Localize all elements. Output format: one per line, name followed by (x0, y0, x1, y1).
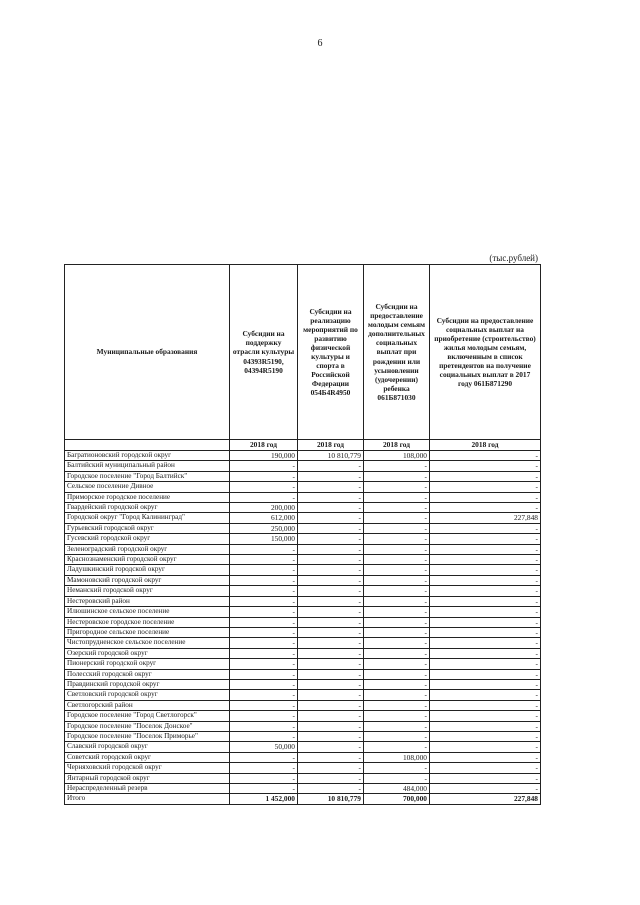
amount-cell: - (298, 544, 364, 554)
amount-cell: - (364, 742, 430, 752)
amount-cell: - (298, 513, 364, 523)
amount-cell: - (230, 565, 298, 575)
table-row (65, 627, 541, 637)
amount-cell: - (364, 679, 430, 689)
table-row (65, 690, 541, 700)
amount-cell: - (298, 617, 364, 627)
table-row (65, 638, 541, 648)
table-row (65, 471, 541, 481)
amount-cell: 190,000 (230, 451, 298, 461)
table-row (65, 617, 541, 627)
amount-cell: 50,000 (230, 742, 298, 752)
amount-cell: - (430, 523, 541, 533)
table-row (65, 742, 541, 752)
amount-cell: - (430, 596, 541, 606)
amount-cell: - (364, 773, 430, 783)
table-row (65, 565, 541, 575)
amount-cell: - (364, 617, 430, 627)
amount-cell: - (230, 617, 298, 627)
municipality-cell: Багратионовский городской округ (65, 451, 230, 461)
table-row (65, 596, 541, 606)
amount-cell: - (298, 763, 364, 773)
total-amount-cell: 1 452,000 (230, 794, 298, 804)
column-header: Субсидии на предоставление социальных выплат на приобретение (строительство) жилья молодым семьям, включенным в список претендентов на получение социальных выплат в 2017 году 061Б871290 (430, 265, 541, 440)
amount-cell: - (430, 607, 541, 617)
amount-cell: - (430, 711, 541, 721)
municipality-cell: Гусевский городской округ (65, 534, 230, 544)
amount-cell: - (298, 773, 364, 783)
subsidies-table (64, 264, 541, 805)
table-row (65, 721, 541, 731)
amount-cell: - (364, 471, 430, 481)
amount-cell: - (298, 503, 364, 513)
municipality-cell: Городской округ "Город Калининград" (65, 513, 230, 523)
amount-cell: - (430, 763, 541, 773)
header-row (65, 265, 541, 440)
amount-cell: - (364, 596, 430, 606)
amount-cell: - (230, 544, 298, 554)
amount-cell: - (364, 586, 430, 596)
table-row (65, 731, 541, 741)
page-number: 6 (317, 38, 323, 49)
year-row (65, 440, 541, 451)
year-header (65, 440, 230, 451)
municipality-cell: Нестеровское городское поселение (65, 617, 230, 627)
total-row (65, 794, 541, 804)
municipality-cell: Светловский городской округ (65, 690, 230, 700)
amount-cell: - (364, 461, 430, 471)
table-row (65, 679, 541, 689)
year-header: 2018 год (230, 440, 298, 451)
table-row (65, 513, 541, 523)
table-row (65, 534, 541, 544)
municipality-cell: Гурьевский городской округ (65, 523, 230, 533)
municipality-cell: Нестеровский район (65, 596, 230, 606)
amount-cell: - (298, 565, 364, 575)
municipality-cell: Пригородное сельское поселение (65, 627, 230, 637)
table-row (65, 752, 541, 762)
municipality-cell: Илюшинское сельское поселение (65, 607, 230, 617)
amount-cell: - (298, 742, 364, 752)
municipality-cell: Светлогорский район (65, 700, 230, 710)
table-row (65, 669, 541, 679)
amount-cell: - (364, 731, 430, 741)
table-row (65, 711, 541, 721)
municipality-cell: Приморское городское поселение (65, 492, 230, 502)
municipality-cell: Правдинский городской округ (65, 679, 230, 689)
amount-cell: - (364, 638, 430, 648)
amount-cell: - (298, 575, 364, 585)
municipality-cell: Мамоновский городской округ (65, 575, 230, 585)
amount-cell: - (230, 669, 298, 679)
table-row (65, 503, 541, 513)
amount-cell: - (430, 461, 541, 471)
amount-cell: - (230, 648, 298, 658)
amount-cell: - (430, 617, 541, 627)
amount-cell: - (364, 503, 430, 513)
amount-cell: - (430, 471, 541, 481)
table-row (65, 523, 541, 533)
amount-cell: - (298, 700, 364, 710)
amount-cell: - (430, 565, 541, 575)
municipality-cell: Полесский городской округ (65, 669, 230, 679)
amount-cell: - (298, 638, 364, 648)
table-body (65, 451, 541, 805)
municipality-cell: Гвардейский городской округ (65, 503, 230, 513)
amount-cell: - (430, 575, 541, 585)
amount-cell: - (298, 461, 364, 471)
amount-cell: - (364, 721, 430, 731)
amount-cell: - (298, 752, 364, 762)
table-row (65, 586, 541, 596)
table-row (65, 461, 541, 471)
amount-cell: - (298, 648, 364, 658)
amount-cell: - (430, 721, 541, 731)
amount-cell: - (298, 627, 364, 637)
amount-cell: - (298, 669, 364, 679)
amount-cell: - (230, 555, 298, 565)
amount-cell: - (364, 544, 430, 554)
amount-cell: - (298, 586, 364, 596)
amount-cell: - (298, 731, 364, 741)
table-row (65, 648, 541, 658)
amount-cell: - (298, 659, 364, 669)
amount-cell: - (430, 784, 541, 794)
amount-cell: - (230, 492, 298, 502)
units-label: (тыс.рублей) (489, 253, 538, 263)
total-label: Итого (65, 794, 230, 804)
amount-cell: - (298, 534, 364, 544)
municipality-cell: Ладушкинский городской округ (65, 565, 230, 575)
amount-cell: - (364, 690, 430, 700)
amount-cell: - (230, 596, 298, 606)
amount-cell: - (298, 482, 364, 492)
amount-cell: - (298, 679, 364, 689)
municipality-cell: Чистопрудненское сельское поселение (65, 638, 230, 648)
year-header: 2018 год (430, 440, 541, 451)
municipality-cell: Городское поселение "Город Светлогорск" (65, 711, 230, 721)
amount-cell: 612,000 (230, 513, 298, 523)
column-header: Субсидии на поддержку отрасли культуры 04393R5190, 04394R5190 (230, 265, 298, 440)
amount-cell: - (298, 492, 364, 502)
total-amount-cell: 227,848 (430, 794, 541, 804)
table-row (65, 659, 541, 669)
amount-cell: - (430, 731, 541, 741)
amount-cell: - (298, 690, 364, 700)
amount-cell: 108,000 (364, 752, 430, 762)
table-row (65, 451, 541, 461)
amount-cell: - (230, 638, 298, 648)
amount-cell: - (230, 586, 298, 596)
year-header: 2018 год (364, 440, 430, 451)
amount-cell: - (298, 721, 364, 731)
table-row (65, 700, 541, 710)
column-header: Муниципальные образования (65, 265, 230, 440)
table-row (65, 492, 541, 502)
municipality-cell: Городское поселение "Поселок Приморье" (65, 731, 230, 741)
table-row (65, 482, 541, 492)
amount-cell: - (364, 627, 430, 637)
amount-cell: - (364, 763, 430, 773)
municipality-cell: Балтийский муниципальный район (65, 461, 230, 471)
amount-cell: - (364, 482, 430, 492)
total-amount-cell: 700,000 (364, 794, 430, 804)
amount-cell: - (364, 607, 430, 617)
municipality-cell: Сельское поселение Дивное (65, 482, 230, 492)
amount-cell: - (230, 461, 298, 471)
amount-cell: - (230, 607, 298, 617)
amount-cell: - (364, 513, 430, 523)
amount-cell: - (230, 482, 298, 492)
amount-cell: - (364, 523, 430, 533)
amount-cell: - (430, 752, 541, 762)
amount-cell: - (230, 721, 298, 731)
amount-cell: - (230, 763, 298, 773)
municipality-cell: Черняховский городской округ (65, 763, 230, 773)
amount-cell: - (430, 742, 541, 752)
amount-cell: - (230, 700, 298, 710)
amount-cell: 200,000 (230, 503, 298, 513)
amount-cell: - (430, 627, 541, 637)
year-header: 2018 год (298, 440, 364, 451)
table-row (65, 773, 541, 783)
table-row (65, 555, 541, 565)
table-row (65, 607, 541, 617)
amount-cell: - (364, 700, 430, 710)
amount-cell: - (364, 659, 430, 669)
amount-cell: - (298, 596, 364, 606)
amount-cell: - (298, 607, 364, 617)
amount-cell: - (430, 648, 541, 658)
municipality-cell: Городское поселение "Город Балтийск" (65, 471, 230, 481)
municipality-cell: Городское поселение "Поселок Донское" (65, 721, 230, 731)
amount-cell: - (298, 471, 364, 481)
amount-cell: - (230, 711, 298, 721)
amount-cell: - (430, 586, 541, 596)
column-header: Субсидии на реализацию мероприятий по развитию физической культуры и спорта в Российской Федерации 054Б4R4950 (298, 265, 364, 440)
amount-cell: - (230, 690, 298, 700)
amount-cell: - (430, 544, 541, 554)
municipality-cell: Озерский городской округ (65, 648, 230, 658)
municipality-cell: Советский городской округ (65, 752, 230, 762)
amount-cell: - (430, 690, 541, 700)
total-amount-cell: 10 810,779 (298, 794, 364, 804)
amount-cell: - (364, 711, 430, 721)
amount-cell: - (230, 731, 298, 741)
amount-cell: - (364, 492, 430, 502)
table-row (65, 763, 541, 773)
amount-cell: - (430, 679, 541, 689)
amount-cell: - (230, 575, 298, 585)
amount-cell: - (230, 471, 298, 481)
amount-cell: - (430, 503, 541, 513)
amount-cell: - (298, 784, 364, 794)
amount-cell: - (364, 534, 430, 544)
amount-cell: - (430, 492, 541, 502)
municipality-cell: Зеленоградский городской округ (65, 544, 230, 554)
amount-cell: 10 810,779 (298, 451, 364, 461)
amount-cell: 108,000 (364, 451, 430, 461)
amount-cell: - (230, 679, 298, 689)
amount-cell: - (430, 534, 541, 544)
amount-cell: 227,848 (430, 513, 541, 523)
amount-cell: - (230, 773, 298, 783)
amount-cell: - (430, 700, 541, 710)
amount-cell: - (430, 659, 541, 669)
amount-cell: - (430, 555, 541, 565)
table-row (65, 784, 541, 794)
amount-cell: - (298, 555, 364, 565)
amount-cell: 484,000 (364, 784, 430, 794)
amount-cell: - (230, 784, 298, 794)
municipality-cell: Янтарный городской округ (65, 773, 230, 783)
column-header: Субсидии на предоставление молодым семьям дополнительных социальных выплат при рождении или усыновлении (удочерении) ребенка 061Б871030 (364, 265, 430, 440)
amount-cell: - (364, 648, 430, 658)
amount-cell: - (430, 638, 541, 648)
amount-cell: - (230, 752, 298, 762)
amount-cell: 150,000 (230, 534, 298, 544)
amount-cell: - (430, 451, 541, 461)
amount-cell: - (430, 482, 541, 492)
municipality-cell: Славский городской округ (65, 742, 230, 752)
amount-cell: - (364, 575, 430, 585)
municipality-cell: Краснознаменский городской округ (65, 555, 230, 565)
municipality-cell: Неманский городской округ (65, 586, 230, 596)
amount-cell: - (298, 523, 364, 533)
amount-cell: - (230, 659, 298, 669)
amount-cell: - (364, 555, 430, 565)
amount-cell: - (430, 773, 541, 783)
amount-cell: - (364, 565, 430, 575)
amount-cell: - (230, 627, 298, 637)
table-row (65, 575, 541, 585)
municipality-cell: Нераспределенный резерв (65, 784, 230, 794)
amount-cell: - (298, 711, 364, 721)
amount-cell: 250,000 (230, 523, 298, 533)
table-row (65, 544, 541, 554)
amount-cell: - (430, 669, 541, 679)
amount-cell: - (364, 669, 430, 679)
municipality-cell: Пионерский городской округ (65, 659, 230, 669)
